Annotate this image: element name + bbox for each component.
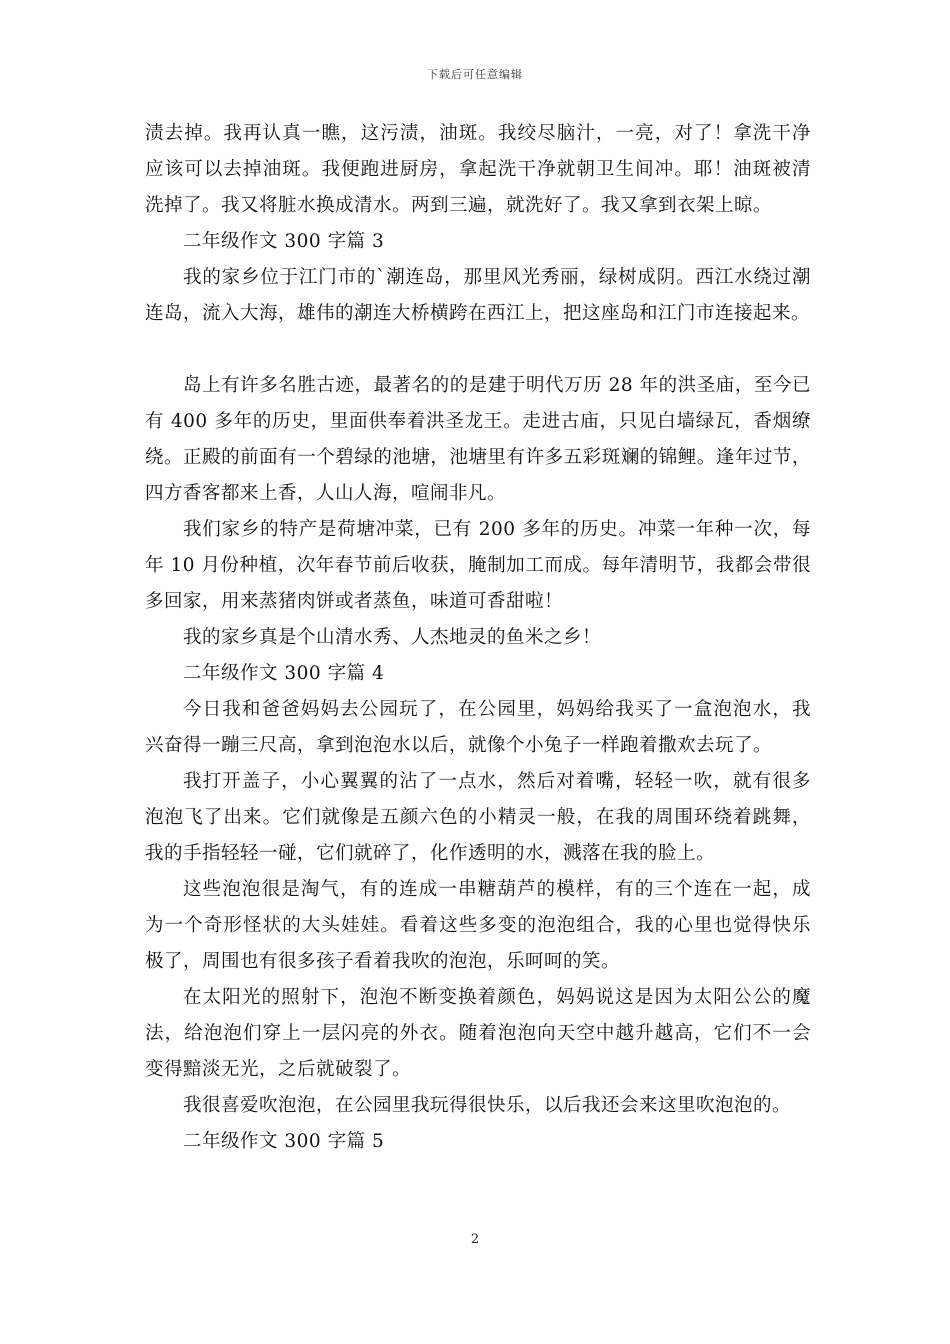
text-line: 为一个奇形怪状的大头娃娃。看着这些多变的泡泡组合，我的心里也觉得快乐 <box>145 915 811 936</box>
text-line: 绕。正殿的前面有一个碧绿的池塘，池塘里有许多五彩斑斓的锦鲤。逢年过节， <box>145 447 811 468</box>
text-line: 在太阳光的照射下，泡泡不断变换着颜色，妈妈说这是因为太阳公公的魔 <box>183 987 811 1008</box>
text-line: 洗掉了。我又将脏水换成清水。两到三遍，就洗好了。我又拿到衣架上晾。 <box>145 195 773 216</box>
paragraph <box>145 692 811 764</box>
paragraph <box>145 872 811 980</box>
text-line: 法，给泡泡们穿上一层闪亮的外衣。随着泡泡向天空中越升越高，它们不一会 <box>145 1023 811 1044</box>
text-line: 变得黯淡无光，之后就破裂了。 <box>145 1059 412 1080</box>
text-line: 有 400 多年的历史，里面供奉着洪圣龙王。走进古庙，只见白墙绿瓦，香烟缭 <box>145 411 811 432</box>
text-line: 我的家乡位于江门市的`潮连岛，那里风光秀丽，绿树成阴。西江水绕过潮 <box>183 267 811 288</box>
paragraph <box>145 512 811 620</box>
text-line: 应该可以去掉油斑。我便跑进厨房，拿起洗干净就朝卫生间冲。耶！油斑被清 <box>145 159 811 180</box>
blank-line <box>145 332 811 368</box>
text-line: 多回家，用来蒸猪肉饼或者蒸鱼，味道可香甜啦！ <box>145 591 564 612</box>
section-heading-3: 二年级作文 300 字篇 3 <box>183 231 385 252</box>
page-number: 2 <box>470 1232 480 1247</box>
text-line: 兴奋得一蹦三尺高，拿到泡泡水以后，就像个小兔子一样跑着撒欢去玩了。 <box>145 735 773 756</box>
paragraph <box>145 980 811 1088</box>
text-line: 年 10 月份种植，次年春节前后收获，腌制加工而成。每年清明节，我都会带很 <box>145 555 811 576</box>
text-line: 我打开盖子，小心翼翼的沾了一点水，然后对着嘴，轻轻一吹，就有很多 <box>183 771 811 792</box>
text-line: 今日我和爸爸妈妈去公园玩了，在公园里，妈妈给我买了一盒泡泡水，我 <box>183 699 811 720</box>
document-body <box>145 116 811 1160</box>
text-line: 我们家乡的特产是荷塘冲菜，已有 200 多年的历史。冲菜一年种一次，每 <box>183 519 811 540</box>
page-header: 下载后可任意编辑 <box>427 68 523 81</box>
section-heading-5: 二年级作文 300 字篇 5 <box>183 1131 385 1152</box>
text-line: 泡泡飞了出来。它们就像是五颜六色的小精灵一般，在我的周围环绕着跳舞， <box>145 807 811 828</box>
text-line: 我很喜爱吹泡泡，在公园里我玩得很快乐，以后我还会来这里吹泡泡的。 <box>183 1095 792 1116</box>
text-line: 这些泡泡很是淘气，有的连成一串糖葫芦的模样，有的三个连在一起，成 <box>183 879 811 900</box>
paragraph <box>145 620 811 656</box>
paragraph-continued <box>145 116 811 224</box>
text-line: 四方香客都来上香，人山人海，喧闹非凡。 <box>145 483 507 504</box>
paragraph <box>145 368 811 512</box>
paragraph <box>145 764 811 872</box>
section-heading-4: 二年级作文 300 字篇 4 <box>183 663 385 684</box>
text-line: 渍去掉。我再认真一瞧，这污渍，油斑。我绞尽脑汁，一亮，对了！拿洗干净 <box>145 123 811 144</box>
text-line: 连岛，流入大海，雄伟的潮连大桥横跨在西江上，把这座岛和江门市连接起来。 <box>145 303 811 324</box>
text-line: 我的家乡真是个山清水秀、人杰地灵的鱼米之乡！ <box>183 627 602 648</box>
text-line: 岛上有许多名胜古迹，最著名的的是建于明代万历 28 年的洪圣庙，至今已 <box>183 375 811 396</box>
paragraph <box>145 1088 811 1124</box>
text-line: 极了，周围也有很多孩子看着我吹的泡泡，乐呵呵的笑。 <box>145 951 621 972</box>
text-line: 我的手指轻轻一碰，它们就碎了，化作透明的水，溅落在我的脸上。 <box>145 843 716 864</box>
paragraph <box>145 260 811 332</box>
